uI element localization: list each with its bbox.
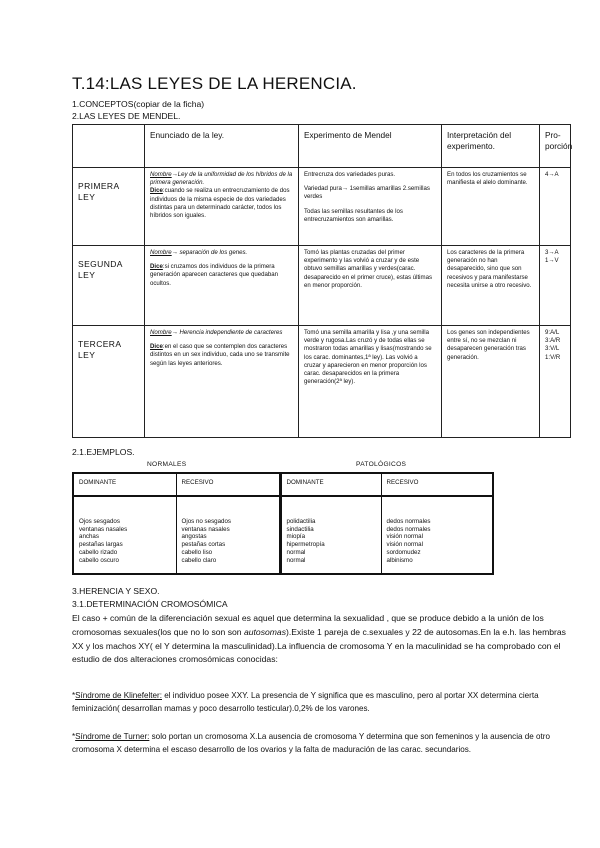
section-determinacion: 3.1.DETERMINACIÓN CROMOSÓMICA (72, 599, 228, 609)
col-dominante-normal: DOMINANTE (73, 473, 176, 496)
list-item: pestañas cortas (181, 541, 226, 548)
law-name: SEGUNDA LEY (73, 246, 145, 326)
list-item: anchas (79, 533, 99, 541)
proporcion-value: 3→A (545, 249, 559, 256)
list-item: sindactilia (286, 525, 314, 533)
col-dominante-patologico: DOMINANTE (280, 473, 381, 496)
list-item: normal (286, 548, 306, 556)
experiment-line: Todas las semillas resultantes de los entrecruzamientos son amarillas. (304, 207, 403, 223)
section-ejemplos: 2.1.EJEMPLOS. (72, 447, 135, 457)
dice-text: :en el caso que se contemplen dos caracteres distintos en un sex individuo, cada uno se transmite según las leyes anteriores. (150, 343, 290, 367)
section-leyes-mendel: 2.LAS LEYES DE MENDEL. (72, 111, 181, 121)
klinefelter-note: *Síndrome de Klinefelter: el individuo posee XXY. La presencia de Y significa que es masculino, pero al portar XX determina cierta feminización( desarrollan mamas y poco desarrollo testicular).0,2% de los varones. (72, 691, 539, 713)
list-item: albinismo (386, 556, 413, 564)
list-item: dedos normales (386, 517, 431, 525)
nombre-text: → separación de los genes. (171, 249, 248, 256)
klinefelter-text: el individuo posee XXY. La presencia de Y significa que es masculino, pero al portar XX determina cierta feminización( desarrollan mamas y poco desarrollo testicular).0,2% de los varones. (72, 691, 539, 713)
table-row (73, 326, 571, 438)
paragraph-text: El caso + común de la diferenciación sexual es aquel que determina la sexualidad , que se produce debido a la unión de los cromosomas sexuales(los que no lo son son (72, 613, 544, 637)
list-item: hipermetropía (286, 541, 325, 548)
list-item: Ojos sesgados (79, 517, 120, 525)
mendel-laws-table (72, 124, 571, 438)
experimento-cell (299, 168, 442, 246)
section-herencia-sexo: 3.HERENCIA Y SEXO. (72, 586, 160, 596)
dice-label: Dice (150, 263, 163, 271)
enunciado-cell (145, 246, 299, 326)
dice-label: Dice (150, 187, 163, 195)
list-item: visión normal (386, 541, 423, 548)
proporcion-cell (540, 326, 571, 438)
col-recesivo-patologico: RECESIVO (381, 473, 493, 496)
proporcion-value: 3:V/L (545, 345, 560, 353)
experiment-line: Entrecruza dos variedades puras. (304, 171, 396, 178)
proporcion-value: 1→V (545, 257, 559, 265)
normal-dominante-list (73, 496, 176, 574)
proporcion-value: 1:V/R (545, 353, 561, 361)
header-experimento: Experimento de Mendel (299, 125, 442, 168)
examples-table (72, 472, 494, 575)
section-conceptos: 1.CONCEPTOS(copiar de la ficha) (72, 99, 205, 109)
experimento-cell: Tomó una semilla amarilla y lisa ,y una semilla verde y rugosa.Las cruzó y de todas ellas se mostraron todas amarillas y lisas(mostrando se los carac. dominantes,1ª ley). Las volvió a cruzar y aparecieron en menor proporción los carac. desaparecidos en la primera generación(2ª ley). (299, 326, 442, 438)
table-row (73, 246, 571, 326)
normales-heading: NORMALES (147, 461, 187, 468)
header-proporcion: Pro-porción (540, 125, 571, 168)
examples-body-row (73, 496, 493, 574)
nombre-label: Nombre (150, 329, 172, 336)
header-enunciado: Enunciado de la ley. (145, 125, 299, 168)
interpretacion-cell: En todos los cruzamientos se manifiesta el alelo dominante. (442, 168, 540, 246)
patologico-dominante-list (280, 496, 381, 574)
nombre-text: → Herencia independiente de caracteres (171, 329, 283, 336)
list-item: sordomudez (386, 548, 421, 556)
list-item: pestañas largas (79, 541, 123, 548)
list-item: Ojos no sesgados (181, 517, 232, 525)
list-item: cabello rizado (79, 548, 118, 556)
law-name: PRIMERA LEY (73, 168, 145, 246)
law-name: TERCERA LEY (73, 326, 145, 438)
col-recesivo-normal: RECESIVO (176, 473, 280, 496)
header-empty (73, 125, 145, 168)
turner-text: solo portan un cromosoma X.La ausencia de cromosoma Y determina que son femeninos y la ausencia de otro cromosoma X determina el escaso desarrollo de los ovarios y la falta de maduración de las carac. secundarios. (72, 732, 550, 754)
nombre-label: Nombre (150, 249, 172, 256)
enunciado-cell (145, 168, 299, 246)
patologico-recesivo-list (381, 496, 493, 574)
body-paragraph (72, 612, 572, 667)
list-item: dedos normales (386, 525, 431, 533)
examples-header-row (73, 473, 493, 496)
dice-label: Dice (150, 343, 163, 351)
list-item: normal (286, 556, 306, 564)
interpretacion-cell: Los genes son independientes entre sí, no se mezclan ni desaparecen generación tras generación. (442, 326, 540, 438)
dice-text: :cuando se realiza un entrecruzamiento de dos individuos de la misma especie de dos variedades distintas para un determinado carácter, todos los híbridos son iguales. (150, 187, 290, 220)
normal-recesivo-list (176, 496, 280, 574)
proporcion-value: 9:A/L (545, 329, 560, 336)
page-title: T.14:LAS LEYES DE LA HERENCIA. (72, 74, 357, 93)
list-item: ventanas nasales (79, 525, 128, 533)
autosomas-term: autosomas (243, 626, 287, 637)
enunciado-cell (145, 326, 299, 438)
turner-name: Síndrome de Turner: (75, 732, 150, 741)
table-row (73, 168, 571, 246)
header-interpretacion: Interpretación del experimento. (442, 125, 540, 168)
nombre-label: Nombre (150, 171, 172, 178)
list-item: angostas (181, 533, 207, 541)
list-item: visión normal (386, 533, 423, 541)
klinefelter-name: Síndrome de Klinefelter: (75, 691, 162, 700)
list-item: cabello oscuro (79, 556, 119, 564)
experiment-line: Variedad pura→ 1semillas amarillas 2.semillas verdes (304, 185, 430, 201)
list-item: ventanas nasales (181, 525, 230, 533)
list-item: cabello claro (181, 556, 217, 564)
proporcion-cell (540, 246, 571, 326)
interpretacion-cell: Los caracteres de la primera generación no han desaparecido, sino que son recesivos y para manifestarse necesita unirse a otro recesivo. (442, 246, 540, 326)
experimento-cell: Tomó las plantas cruzadas del primer experimento y las volvió a cruzar y de este obtuvo semillas amarillas y verdes(carac. desaparecido en el primer cruce), estas últimas en menor proporción. (299, 246, 442, 326)
nombre-text: →Ley de la uniformidad de los híbridos de la primera generación. (150, 171, 293, 187)
proporcion-cell: 4→A (540, 168, 571, 246)
turner-note: *Síndrome de Turner: solo portan un cromosoma X.La ausencia de cromosoma Y determina que son femeninos y la ausencia de otro cromosoma X determina el escaso desarrollo de los ovarios y la falta de maduración de las carac. secundarios. (72, 732, 550, 754)
paragraph-text: ).Existe 1 pareja de c.sexuales y 22 de autosomas.En la e.h. las hembras XX y los machos XY( el Y determina la masculinidad).La influencia de cromosoma Y en la maculinidad se ha comprobado con el estudio de dos alteraciones cromosómicas conocidas: (72, 626, 566, 665)
proporcion-value: 3:A/R (545, 337, 561, 345)
table-header-row (73, 125, 571, 168)
list-item: polidactilia (286, 517, 316, 525)
patologicos-heading: PATOLÓGICOS (356, 461, 407, 468)
dice-text: :si cruzamos dos individuos de la primera generación aparecen caracteres que quedaban ocultos. (150, 263, 279, 287)
list-item: miopía (286, 533, 306, 541)
list-item: cabello liso (181, 548, 213, 556)
